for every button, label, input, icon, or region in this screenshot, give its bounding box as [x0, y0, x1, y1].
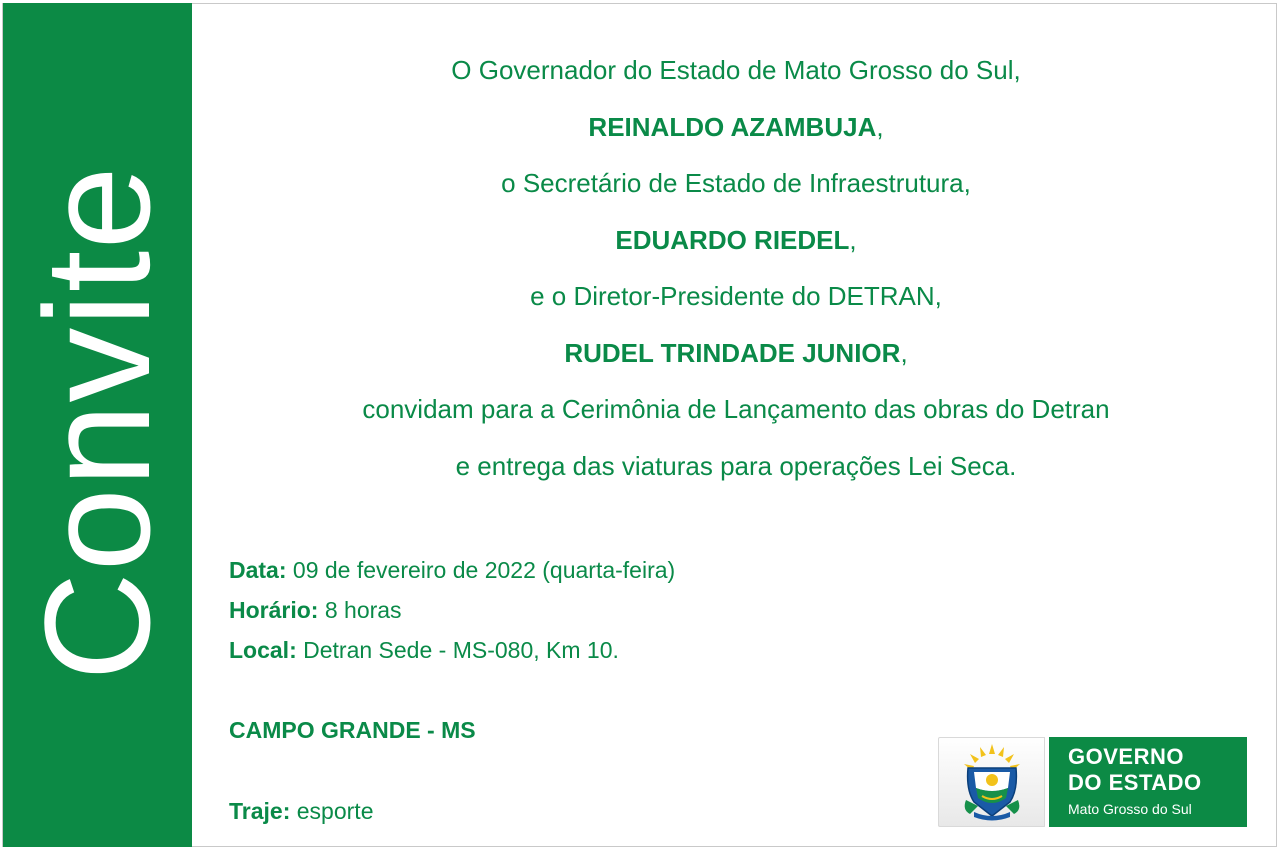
city: CAMPO GRANDE - MS [229, 717, 476, 743]
invitation-line-5: e o Diretor-Presidente do DETRAN, [530, 281, 942, 311]
emblem-panel [938, 737, 1045, 827]
invitation-line-1: O Governador do Estado de Mato Grosso do Sul, [451, 55, 1021, 85]
government-wordmark [1049, 737, 1247, 827]
side-title: Convite [13, 165, 181, 681]
state-coat-of-arms-icon [956, 742, 1028, 822]
invitation-text [195, 42, 1277, 494]
invitation-line-8: e entrega das viaturas para operações Lei Seca. [455, 450, 1017, 481]
event-place: Local: Detran Sede - MS-080, Km 10. [229, 637, 619, 663]
invitation-line-3: o Secretário de Estado de Infraestrutura, [501, 168, 971, 198]
logo-line-2: DO ESTADO [1068, 770, 1202, 795]
invitation-line-4: EDUARDO RIEDEL, [615, 224, 857, 255]
invitation-line-2: REINALDO AZAMBUJA, [588, 111, 884, 142]
invitation-line-7: convidam para a Cerimônia de Lançamento das obras do Detran [362, 394, 1110, 424]
invitation-line-6: RUDEL TRINDADE JUNIOR, [564, 337, 908, 368]
event-details [229, 550, 675, 670]
attire: Traje: esporte [229, 798, 374, 824]
event-date: Data: 09 de fevereiro de 2022 (quarta-feira) [229, 557, 676, 583]
logo-line-1: GOVERNO [1068, 744, 1184, 769]
event-time: Horário: 8 horas [229, 597, 402, 623]
logo-line-3: Mato Grosso do Sul [1068, 801, 1192, 817]
government-logo [938, 737, 1247, 827]
